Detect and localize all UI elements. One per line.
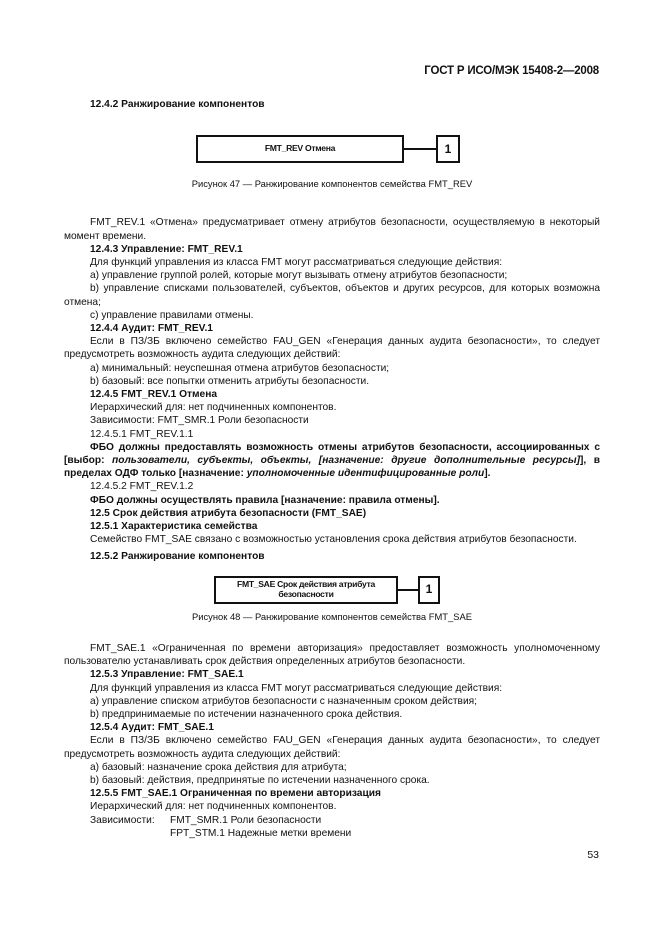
hierarchy-text: Иерархический для: нет подчиненных компонентов. xyxy=(90,402,337,414)
paragraph: FMT_SAE.1 «Ограниченная по времени авторизация» предоставляет возможность уполномоченному пользователю устанавливать срок действия определенных атрибутов безопасности. xyxy=(64,642,600,668)
page-number: 53 xyxy=(587,849,599,861)
figure-caption: Рисунок 47 — Ранжирование компонентов семейства FMT_REV xyxy=(191,178,473,190)
list-item: c) управление правилами отмены. xyxy=(90,309,254,321)
section-heading: 12.5.3 Управление: FMT_SAE.1 xyxy=(90,669,244,681)
document-header: ГОСТ Р ИСО/МЭК 15408-2—2008 xyxy=(424,65,599,77)
section-heading: 12.4.5 FMT_REV.1 Отмена xyxy=(90,389,218,401)
dependency-item: FPT_STM.1 Надежные метки времени xyxy=(170,827,352,839)
paragraph: Для функций управления из класса FMT могут рассматриваться следующие действия: xyxy=(90,682,503,694)
requirement-text: ФБО должны осуществлять правила [назначение: правила отмены]. xyxy=(90,494,440,506)
list-item: b) управление списками пользователей, субъектов, объектов и других ресурсов, для которых возможна отмена; xyxy=(64,283,600,308)
requirement-text: ФБО должны предоставлять возможность отмены атрибутов безопасности, ассоциированных с [выбор: пользователи, субъекты, объекты, [назначение: другие дополнительные ресурсы]], в пределах ОДФ только [назначение: уполномоченные идентифицированные роли]. xyxy=(64,441,600,480)
paragraph: Если в ПЗ/ЗБ включено семейство FAU_GEN «Генерация данных аудита безопасности», то следует предусмотреть возможность аудита следующих действий: xyxy=(64,336,600,361)
figure-caption: Рисунок 48 — Ранжирование компонентов семейства FMT_SAE xyxy=(192,610,472,622)
component-number-box: 1 xyxy=(418,576,440,604)
list-item: b) базовый: действия, предпринятые по истечении назначенного срока. xyxy=(90,774,430,786)
list-item: a) управление списком атрибутов безопасности с назначенным сроком действия; xyxy=(90,695,477,707)
paragraph: FMT_REV.1 «Отмена» предусматривает отмену атрибутов безопасности, осуществляемую в некоторый момент времени. xyxy=(64,217,600,242)
section-heading: 12.5 Срок действия атрибута безопасности (FMT_SAE) xyxy=(90,507,367,519)
dependencies-block xyxy=(64,827,600,840)
paragraph: Семейство FMT_SAE связано с возможностью установления срока действия атрибутов безопасности. xyxy=(90,534,577,546)
hierarchy-line xyxy=(404,148,436,150)
hierarchy-text: Иерархический для: нет подчиненных компонентов. xyxy=(90,801,337,813)
page-content xyxy=(64,98,600,840)
paragraph: Если в ПЗ/ЗБ включено семейство FAU_GEN «Генерация данных аудита безопасности», то следует предусмотреть возможность аудита следующих действий: xyxy=(64,735,600,760)
list-item: b) предпринимаемые по истечении назначенного срока действия. xyxy=(90,708,403,720)
hierarchy-line xyxy=(398,589,418,591)
list-item: a) управление группой ролей, которые могут вызывать отмену атрибутов безопасности; xyxy=(90,270,508,282)
section-heading: 12.5.4 Аудит: FMT_SAE.1 xyxy=(90,722,214,734)
element-id: 12.4.5.2 FMT_REV.1.2 xyxy=(90,481,194,493)
section-heading: 12.5.1 Характеристика семейства xyxy=(90,521,258,533)
dependencies-text: Зависимости: FMT_SMR.1 Роли безопасности xyxy=(90,415,309,427)
section-heading: 12.4.3 Управление: FMT_REV.1 xyxy=(90,243,243,255)
component-box: FMT_REV Отмена xyxy=(196,135,404,163)
dependency-item: FMT_SMR.1 Роли безопасности xyxy=(170,814,322,826)
figure-48 xyxy=(64,570,600,604)
dependencies-label: Зависимости: xyxy=(90,814,155,826)
component-number-box: 1 xyxy=(436,135,460,163)
section-heading: 12.4.4 Аудит: FMT_REV.1 xyxy=(90,323,213,335)
section-heading: 12.5.5 FMT_SAE.1 Ограниченная по времени авторизация xyxy=(90,788,381,800)
list-item: a) базовый: назначение срока действия для атрибута; xyxy=(90,761,347,773)
list-item: a) минимальный: неуспешная отмена атрибутов безопасности; xyxy=(90,362,390,374)
element-id: 12.4.5.1 FMT_REV.1.1 xyxy=(90,428,194,440)
list-item: b) базовый: все попытки отменить атрибуты безопасности. xyxy=(90,375,370,387)
component-box: FMT_SAE Срок действия атрибута безопасности xyxy=(214,576,398,604)
section-heading: 12.5.2 Ранжирование компонентов xyxy=(90,551,265,563)
figure-47 xyxy=(64,119,600,163)
dependencies-block xyxy=(64,814,600,827)
section-heading: 12.4.2 Ранжирование компонентов xyxy=(90,99,265,110)
paragraph: Для функций управления из класса FMT могут рассматриваться следующие действия: xyxy=(90,257,503,269)
